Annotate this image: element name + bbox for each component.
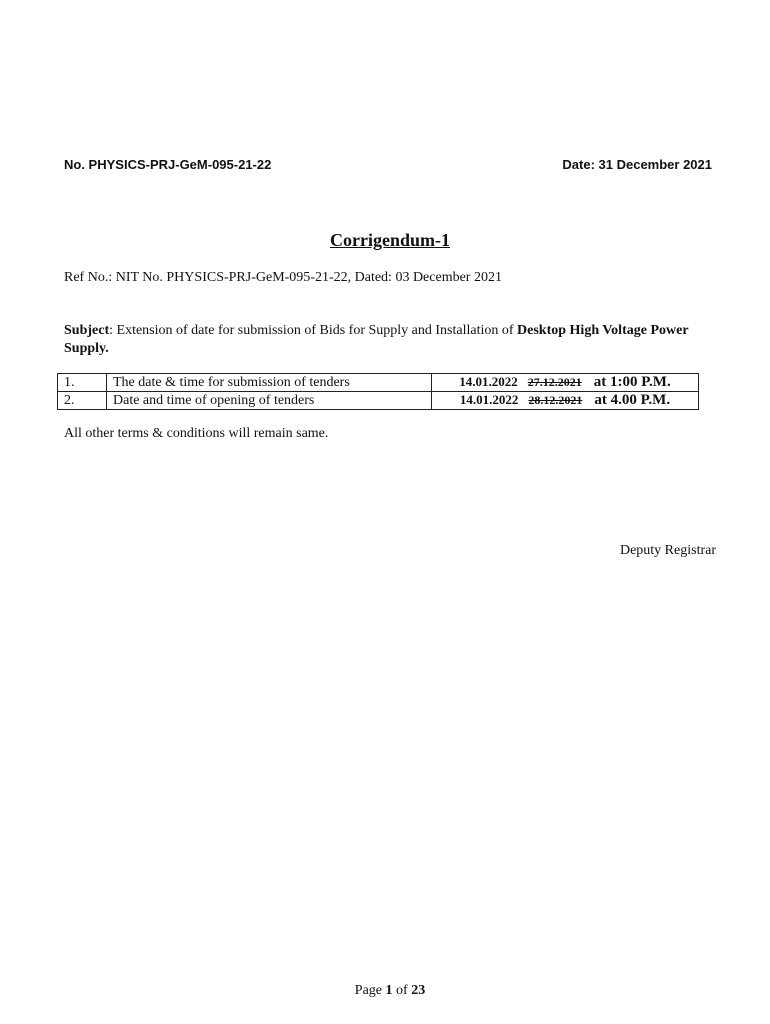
row-number: 2. bbox=[58, 392, 107, 410]
page-number: 1 bbox=[385, 983, 393, 998]
old-date-struck: 27.12.2021 bbox=[527, 375, 582, 389]
new-date: 14.01.2022 bbox=[459, 392, 519, 407]
subject-item: Desktop High Voltage Power Supply. bbox=[64, 323, 689, 356]
row-date-cell bbox=[432, 374, 699, 392]
row-description: The date & time for submission of tenders bbox=[107, 374, 432, 392]
row-date-cell bbox=[432, 392, 699, 410]
table-row bbox=[58, 374, 699, 392]
time-value: at 1:00 P.M. bbox=[593, 374, 671, 390]
subject-text: : Extension of date for submission of Bids for Supply and Installation of bbox=[109, 323, 518, 338]
table-row bbox=[58, 392, 699, 410]
old-date-struck: 28.12.2021 bbox=[528, 393, 583, 407]
schedule-table bbox=[57, 373, 699, 410]
document-date: Date: 31 December 2021 bbox=[562, 157, 712, 172]
time-value: at 4.00 P.M. bbox=[594, 392, 671, 408]
subject-label: Subject bbox=[64, 323, 110, 338]
row-number: 1. bbox=[58, 374, 107, 392]
page-footer bbox=[0, 983, 770, 999]
document-title: Corrigendum-1 bbox=[330, 230, 450, 250]
page-total: 23 bbox=[411, 983, 426, 998]
page-word: Page bbox=[354, 983, 383, 998]
signatory: Deputy Registrar bbox=[619, 543, 716, 558]
reference-number: No. PHYSICS-PRJ-GeM-095-21-22 bbox=[64, 157, 272, 172]
row-description: Date and time of opening of tenders bbox=[107, 392, 432, 410]
ref-line: Ref No.: NIT No. PHYSICS-PRJ-GeM-095-21-22, Dated: 03 December 2021 bbox=[64, 270, 502, 285]
terms-note: All other terms & conditions will remain same. bbox=[64, 426, 329, 441]
new-date: 14.01.2022 bbox=[459, 374, 518, 389]
of-word: of bbox=[396, 983, 408, 998]
subject-paragraph bbox=[64, 322, 718, 358]
